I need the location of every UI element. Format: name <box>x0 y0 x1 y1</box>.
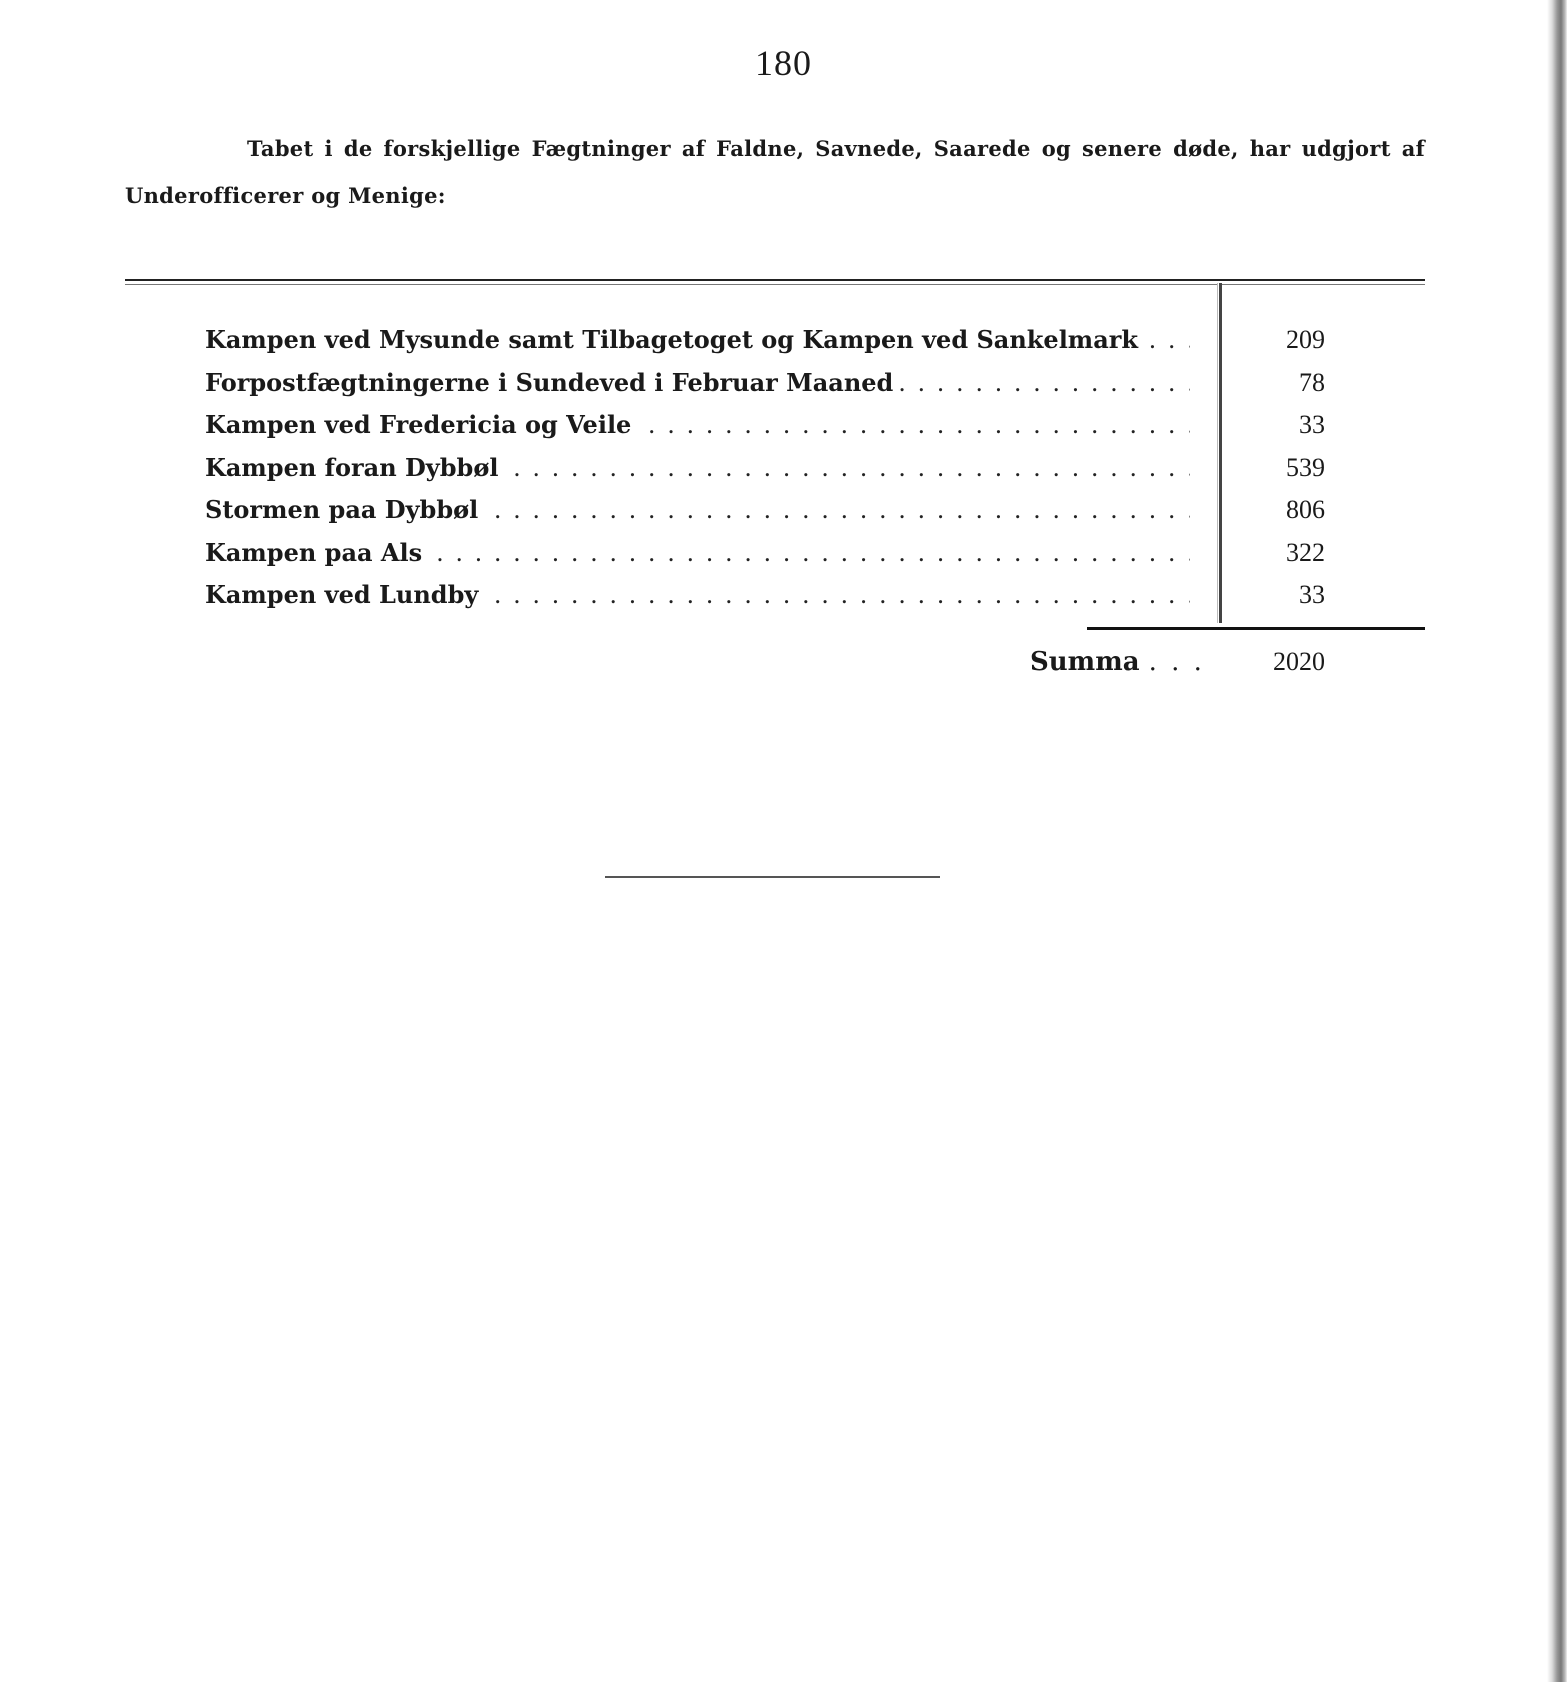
top-rule <box>125 279 1425 281</box>
row-value: 33 <box>1299 410 1325 439</box>
sum-rule <box>1087 627 1425 630</box>
page-edge-shadow <box>1547 0 1567 1682</box>
intro-paragraph: Tabet i de forskjellige Fægtninger af Faldne, Savnede, Saarede og senere døde, har udgjort af Underofficerer og Menige: <box>125 136 1425 208</box>
sum-value: 2020 <box>1273 647 1325 676</box>
row-value: 806 <box>1286 495 1325 524</box>
casualty-table <box>205 322 1325 620</box>
page-number: 180 <box>755 43 812 83</box>
table-row <box>205 322 1325 365</box>
row-label: Kampen ved Fredericia og Veile <box>205 410 637 439</box>
row-label: Forpostfægtningerne i Sundeved i Februar Maaned <box>205 368 899 397</box>
sum-dots: . . . <box>1148 647 1205 677</box>
table-row <box>205 365 1325 408</box>
sum-label: Summa <box>1030 647 1140 677</box>
table-row <box>205 577 1325 620</box>
table-row <box>205 535 1325 578</box>
row-label: Kampen paa Als <box>205 538 428 567</box>
row-label: Kampen ved Lundby <box>205 580 484 609</box>
row-value: 78 <box>1299 367 1325 397</box>
row-label: Stormen paa Dybbøl <box>205 495 484 524</box>
end-rule <box>605 876 940 878</box>
table-row <box>205 450 1325 493</box>
row-label: Kampen ved Mysunde samt Tilbagetoget og Kampen ved Sankelmark <box>205 325 1144 354</box>
row-value: 33 <box>1299 580 1325 609</box>
row-value: 322 <box>1286 537 1325 567</box>
row-value: 539 <box>1286 452 1325 482</box>
sum-row <box>1030 644 1325 684</box>
row-label: Kampen foran Dybbøl <box>205 453 504 482</box>
row-value: 209 <box>1286 325 1325 354</box>
table-row <box>205 407 1325 450</box>
table-row <box>205 492 1325 535</box>
